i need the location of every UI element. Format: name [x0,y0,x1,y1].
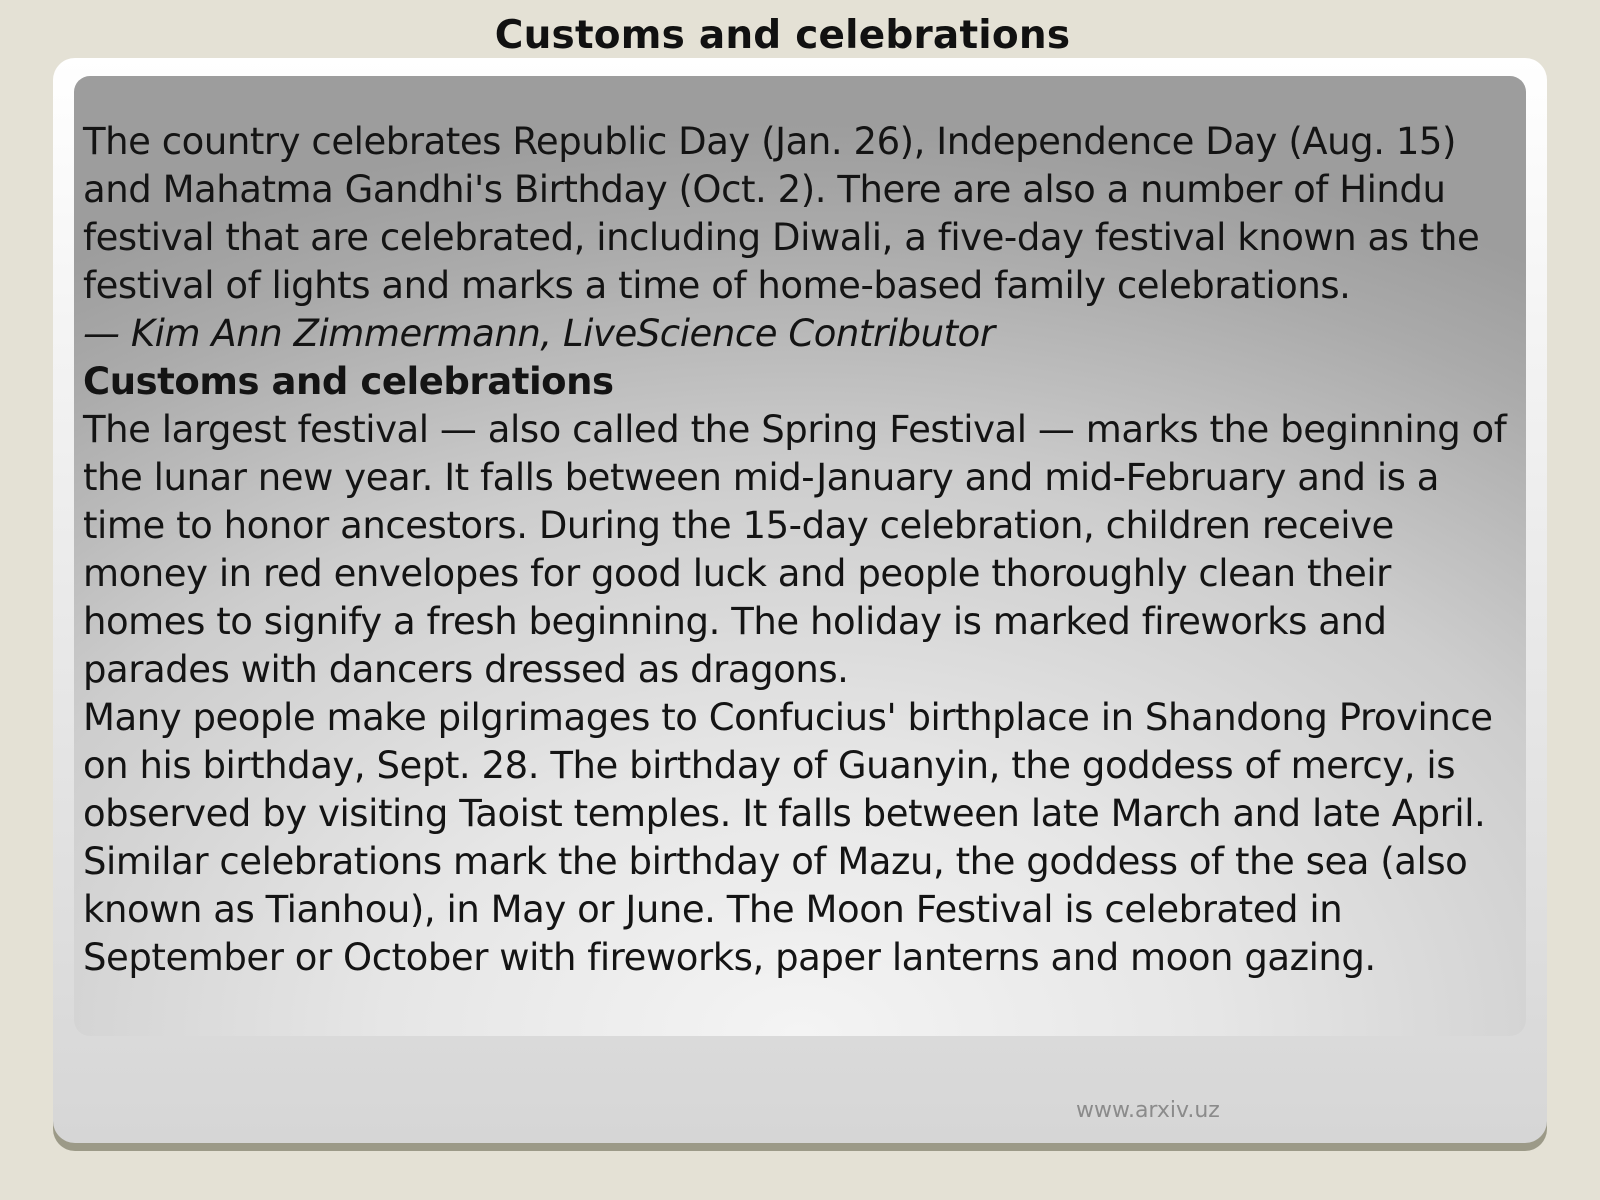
paragraph-pilgrimages: Many people make pilgrimages to Confucius' birthplace in Shandong Province on his birthday, Sept. 28. The birthday of Guanyin, the goddess of mercy, is observed by visiting Taoist temples. It falls between late March and late April. Similar celebrations mark the birthday of Mazu, the goddess of the sea (also known as Tianhou), in May or June. The Moon Festival is celebrated in September or October with fireworks, paper lanterns and moon gazing. [83,696,1493,979]
paragraph-independence: The country celebrates Republic Day (Jan. 26), Independence Day (Aug. 15) and Mahatma Gandhi's Birthday (Oct. 2). There are also a number of Hindu festival that are celebrated, including Diwali, a five-day festival known as the festival of lights and marks a time of home-based family celebrations. [83,120,1480,307]
content-panel [74,76,1526,1036]
subheading: Customs and celebrations [83,360,614,403]
paragraph-spring-festival: The largest festival — also called the Spring Festival — marks the beginning of the lunar new year. It falls between mid-January and mid-February and is a time to honor ancestors. During the 15-day celebration, children receive money in red envelopes for good luck and people thoroughly clean their homes to signify a fresh beginning. The holiday is marked fireworks and parades with dancers dressed as dragons. [83,408,1507,691]
attribution: — Kim Ann Zimmermann, LiveScience Contributor [83,312,995,355]
slide-title: Customs and celebrations [494,13,1071,58]
footer-url: www.arxiv.uz [1076,1098,1220,1123]
body-text [83,118,1523,982]
